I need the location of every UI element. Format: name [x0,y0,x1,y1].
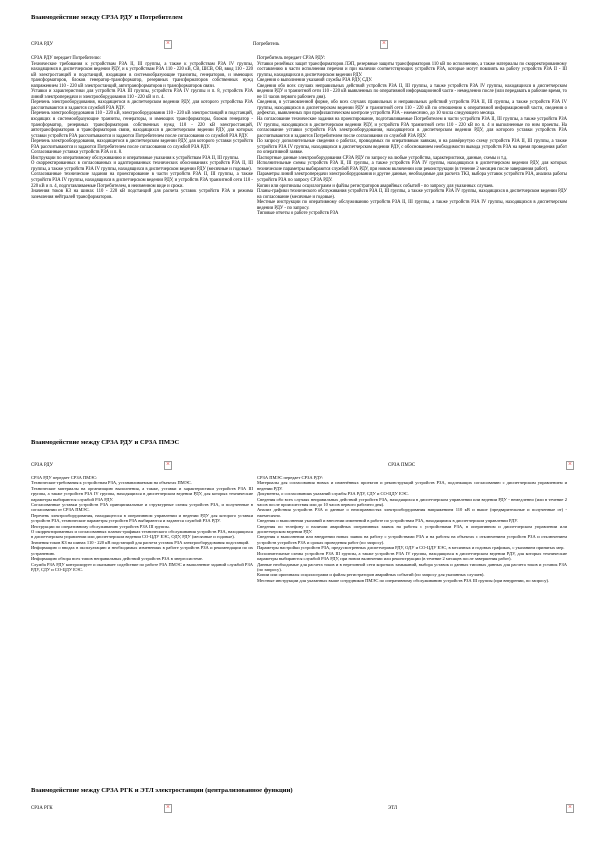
broken-image-icon [566,804,574,813]
paragraph: Копии или оригиналы осциллограмм и файлы регистраторов аварийных событий - по запросу для указанных случаев. [257,183,494,189]
paragraph: Перечень электрооборудования, находящегося в оперативном управлении и ведении РДУ для которого уставки устройств РЗА, технические параметры устройств РЗА выбираются и задаются службой РЗА РДУ. [31,512,253,524]
section2-right-column [257,475,567,583]
paragraph: Перечень электрооборудования, находящегося в диспетчерском ведении РДУ, для которого устройства РЗА рассчитываются и задаются службой РЗА РДУ. [31,100,253,111]
paragraph: Данные необходимые для расчета токов и в нерезонной сети коротких замыканий, выбора уставок и данных типовых данных для расчета токов и уставок РЗА (по запросу). [257,561,567,572]
section1-right-column [257,56,567,217]
paragraph: Сведения по телефону о наличии аварийных оперативных заявок на работы с устройствами РЗА, в оперативном и диспетчерском управлении или диспетчерском ведении РДУ. [257,523,567,535]
paragraph: Инструкции по оперативному обслуживанию и оперативные указания к устройствам РЗА II, III группы. [31,155,240,161]
paragraph: Исполнительные схемы устройств РЗА III группы, а также устройств РЗА IV группы, находящихся в диспетчерском ведении РДУ, для которых технические параметры выбираются службой РЗА РДУ, при новом включении или реконструкции (в течение 2 месяцев после завершения работ). [257,550,567,562]
section1-left-column [31,56,253,200]
paragraph: О скорректированных и согласованных планах-графиках технического обслуживания устройств РЗА, находящихся в диспетчерском управлении или диспетчерском ведении СО-ЦДУ ЕЭС, ОДУ, РДУ (месячные и годовые). [31,529,253,540]
paragraph: СРЗА РДУ передает Потребителю: [31,56,101,61]
section2-title: Взаимодействие между СРЗА РДУ и СРЗА ПМЭС [31,439,180,446]
section1-left-header: СРЗА РДУ [31,42,54,47]
broken-image-icon [164,461,172,470]
paragraph: Уставки релейных защит трансформаторов ЛЭП, резервные защиты трансформаторов 110 кВ по исполнению, а также материалы по скорректированному составлению в части исполнения перечня и при наличии соответствующих устройств РЗА, которые могут повлиять на работу устройств РЗА II - III группы, находящихся в диспетчерском ведении РДУ. [257,61,567,78]
paragraph: Технические материалы на организацию выполнения, а также, уставки и характеристики устройств РЗА III группы, а также устройств РЗА IV группы, находящихся в диспетчерском ведении РДУ, для которых технические параметры выбираются службой РЗА РДУ. [31,485,253,502]
paragraph: Сведения о выполнении или внедрении новых заявок на работу с устройствами РЗА и на работы на объектах с отключением устройств РЗА и отключением устройств устройств РЗА и сроках проведения работ (по запросу). [257,534,567,545]
paragraph: Значения токов КЗ на шинах 110 - 220 кВ подстанций для расчета уставок РЗА электрооборудования подстанций. [31,539,250,545]
paragraph: Типовые отчеты о работе устройств РЗА [257,211,339,217]
paragraph: Значения токов КЗ на шинах 110 - 220 кВ подстанций для расчета уставок устройств РЗА и режима заземления нейтралей трансформаторов. [31,189,253,200]
paragraph: Технические требования к устройствам РЗА II, III группы, а также к устройствам РЗА IV группы, находящимся в диспетчерском ведении РДУ, и к устройствам РЗА 110 - 220 кВ, СВ, ШСВ, ОВ, ввод 110 - 220 кВ электростанций и подстанций, входящим в системообразующие транзиты, генераторов, и имеющих трансформаторов, блоков генератор-трансформатор, резервных трансформаторов собственных нужд напряжением 110 - 220 кВ электростанций, автотрансформаторов и трансформаторов связи. [31,61,253,89]
paragraph: Сведения о выполнении указаний службы РЗА РДУ, СДУ. [257,78,373,84]
paragraph: Согласованные уставки устройств РЗА и п. 8. [31,150,123,156]
section1-right-header: Потребитель [253,42,280,47]
broken-image-icon [164,804,172,813]
section1-title: Взаимодействие между СРЗА РДУ и Потребителем [31,14,183,21]
paragraph: СРЗА ПМЭС передает СРЗА РДУ: [257,475,324,480]
paragraph: О скорректированных в согласованных и адаптированных технических обоснованиях устройств РЗА II, III группы, а также устройств РЗА IV группы, находящихся в диспетчерском ведении РДУ (месячные и годовые). [31,161,253,172]
paragraph: Инструкции по оперативному обслуживанию устройств РЗА III группы. [31,523,170,529]
section2-header-row [31,461,571,473]
section1-header-row [31,40,571,52]
section3-right-header: ЭТЛ [388,806,398,811]
broken-image-icon [566,461,574,470]
section3-left-header: СРЗА РГК [31,806,53,811]
broken-image-icon [380,40,388,49]
paragraph: Параметры настройки устройств РЗА, предусмотренных диспетчерами РДУ, ОДУ и СО-ЦДУ ЕЭС, в месячных и годовых графиках, с указанием принятых мер. [257,545,565,551]
section3-header-row [31,804,571,816]
paragraph: Сведения обо всех случаях неправильных действий устройств РЗА II, III группы, а также устройств РЗА IV группы, находящихся в диспетчерском ведении РДУ и транзитной сети 110 - 220 кВ выявленных по оперативной информационной части - немедленно после (или передавать в рабочие время, то не 11 часов первого рабочего дня). [257,83,567,100]
paragraph: Перечень электрооборудования, находящегося в диспетчерском ведении РДУ, для которого уставки устройств РЗА рассчитываются и задаются Потребителем после согласования со службой РЗА РДУ. [31,139,253,150]
section2-right-header: СРЗА ПМЭС [388,463,416,468]
paragraph: Информацию обзора всех типов неправильных действий устройств РЗА в энергосистеме. [31,556,204,562]
paragraph: Планы-графики технического обслуживания устройств РЗА II, III группы, а также устройств РЗА IV группы, находящихся в диспетчерском ведении РДУ на согласование (месячные и годовые). [257,189,567,200]
paragraph: Информацию о вводах в эксплуатацию и необходимых изменениях в работе устройств РЗА и рекомендации по их устранению. [31,545,253,556]
paragraph: Местные инструкции по оперативному обслуживанию устройств РЗА II, III группы, а также устройств РЗА IV группы, находящихся в диспетчерском ведении РДУ - по запросу. [257,200,567,211]
paragraph: Материалы для согласования новых и изменённых проектов и реконструкций устройств РЗА, подлежащих согласованию с диспетчерским управлением и ведении РДУ. [257,480,567,491]
paragraph: Анализ действия устройств РЗА и данные о неисправностях электрооборудования напряжением 110 кВ и выше (предварительные и полученные от) - ежемесячно. [257,507,567,518]
paragraph: Параметры линий электропередачи электрооборудования и другие данные, необходимые для расчета ТКЗ, выбора уставок устройств РЗА, анализа работы устройств РЗА по запросу СРЗА РДУ. [257,172,567,184]
paragraph: Сведения обо всех случаях неправильных действий устройств РЗА, находящихся в диспетчерском управлении или ведении РДУ - немедленно (или в течение 2 часов после происшествия или до 10 часов первого рабочего дня). [257,496,567,508]
paragraph: По запросу дополнительные сведения о работах, проводимых по оперативным заявкам, и на развёрнутую схему устройств РЗА II, III группы, а также устройств РЗА IV группы, находящихся в диспетчерском ведении РДУ, с обоснованием необходимости вывода устройств РЗА на время проведения работ по оперативной заявке. [257,139,567,156]
paragraph: Сведения о выполнении указаний и внесении изменений в работе по устройствам РЗА, находящимся в диспетчерском управлении РДУ. [257,518,518,524]
broken-image-icon [164,40,172,49]
paragraph: Уставки и характеристики для устройств РЗА III группы, устройств РЗА IV группы и п. 8, устройств РЗА линий электропередачи и электрооборудования 110 - 220 кВ и п. 4. [31,89,253,100]
paragraph: Сведения, в установленной форме, обо всех случаях правильных и неправильных действий устройств РЗА II, III группы, а также устройств РЗА IV группы, находящихся в диспетчерском ведении РДУ и транзитной сети 110 - 220 кВ по отношению к оперативной информационной части, сведения о дефектах, выявленных при профилактическом контроле устройств РЗА - ежемесячно, до 10 числа следующего месяца. [257,100,567,117]
paragraph: Исполнительные схемы устройств РЗА II, III группы, а также устройств РЗА IV группы, находящихся в диспетчерском ведении РДУ, для которых технические параметры выбираются службой РЗА РДУ, при новом включении или реконструкции (в течение 2 месяцев после завершения работ). [257,161,567,172]
paragraph: На согласование технические задания на проектирование, подготавливаемые Потребителем в части устройств РЗА II, III группы, а также устройств РЗА IV группы, находящихся в диспетчерском ведении РДУ, и устройств РЗА транзитной сети 110 - 220 кВ по п. 4 и выполненные по ним проекты. На согласование уставки устройств РЗА электрооборудования, находящегося в диспетчерском ведении РДУ, для которого уставки устройств РЗА рассчитываются и задаются Потребителем после согласования со службой РЗА РДУ. [257,117,567,139]
paragraph: Паспортные данные электрооборудования СРЗА РДУ по запросу на любые устройства, характеристики, данные, схемы и т.д. [257,155,508,161]
paragraph: Документы, о согласованиях указаний службы РЗА РДУ, СДУ и СО-ЦДУ ЕЭС. [257,491,409,497]
paragraph: Потребитель передает СРЗА РДУ: [257,56,326,61]
paragraph: СРЗА РДУ передает СРЗА ПМЭС: [31,475,98,480]
paragraph: Перечень электрооборудования 110 - 220 кВ, электрооборудования 110 - 220 кВ электростанций и подстанций, входящих в системообразующие транзиты, генераторы, и имеющих трансформаторы, блоков генератор - трансформатор, резервных трансформаторов собственных нужд 110 - 220 кВ электростанций, автотрансформаторов и трансформаторов связи, находящихся в диспетчерском ведении РДУ, для которых уставки устройств РЗА рассчитываются и задаются Потребителем после согласования со службой РЗА РДУ. [31,111,253,139]
paragraph: Технические требования к устройствам РЗА, устанавливаемым на объектах ПМЭС. [31,480,192,486]
section2-left-column [31,475,253,572]
section2-left-header: СРЗА РДУ [31,463,54,468]
paragraph: Согласованные технические задания на проектирование в части устройств РЗА II, III группы, а также устройств РЗА IV группы, находящихся в диспетчерском ведении РДУ, и устройств РЗА транзитной сети 110 - 220 кВ и п. 4, подготавливаемые Потребителем, в неизменном виде и сроки. [31,172,253,189]
paragraph: Служба РЗА РДУ контролирует и оказывает содействие по работе РЗА ПМЭС и выполнение заданий службой РЗА РДУ, СДУ и СО-ЦДУ ЕЭС. [31,561,253,572]
paragraph: Согласованные уставки устройств РЗА принципиальные и структурные схемы устройств РЗА, и полученные в согласовании от СРЗА ПМЭС. [31,502,253,513]
section3-title: Взаимодействие между СРЗА РГК и ЭТЛ электростанции (централизованное функции) [31,787,293,794]
paragraph: Копии или оригиналы осциллограмм и файлы регистраторов аварийных событий (по запросу для указанных случаев). [257,572,485,578]
paragraph: Местные инструкции для указанных выше сотрудников ПМЭС по оперативному обслуживанию устройств РЗА III группы (при внедрении, по запросу). [257,577,550,583]
